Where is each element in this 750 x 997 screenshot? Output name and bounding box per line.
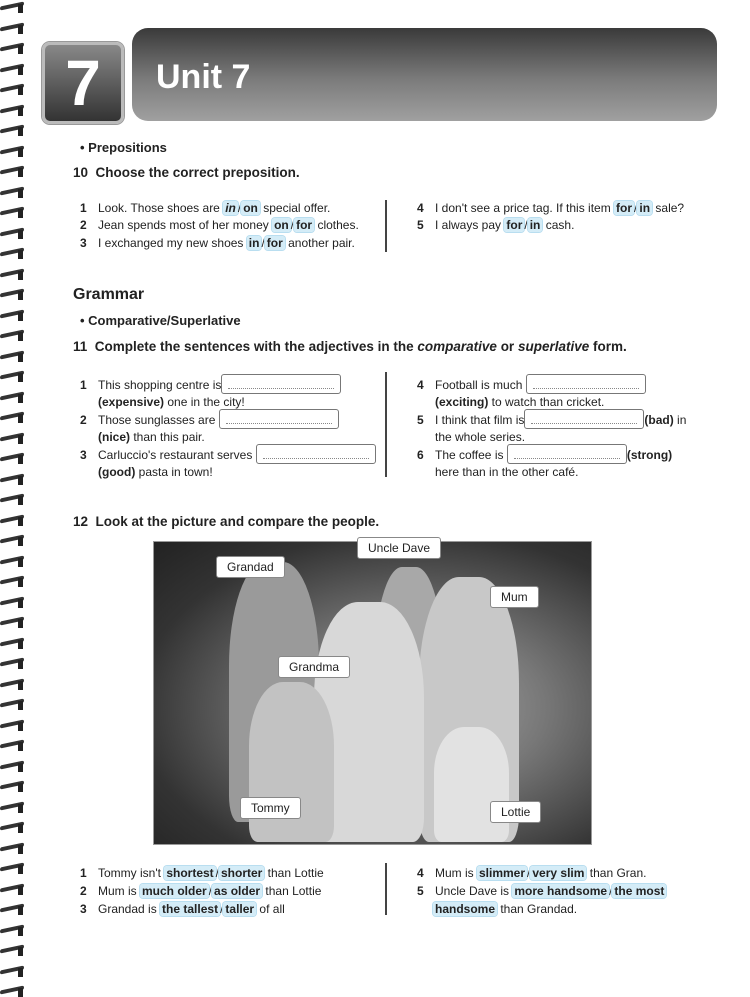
exercise-instruction: Look at the picture and compare the people. bbox=[95, 514, 380, 529]
binding-ring bbox=[0, 925, 26, 934]
grammar-heading: Grammar bbox=[73, 286, 145, 303]
binding-ring bbox=[0, 371, 26, 380]
person-lottie bbox=[434, 727, 509, 842]
unit-banner bbox=[132, 28, 717, 121]
answer-input[interactable] bbox=[221, 374, 341, 394]
adjective-prompt: (bad) bbox=[644, 413, 674, 427]
answer-option[interactable]: on bbox=[274, 218, 289, 232]
adjective-prompt: (exciting) bbox=[435, 395, 489, 409]
binding-ring bbox=[0, 105, 26, 114]
instruction-text: or bbox=[496, 339, 518, 354]
sentence-text: Mum is bbox=[98, 884, 140, 898]
photo-label-tommy: Tommy bbox=[240, 797, 301, 819]
binding-ring bbox=[0, 146, 26, 155]
item-number: 4 bbox=[417, 201, 424, 215]
binding-ring bbox=[0, 64, 26, 73]
answer-option[interactable]: the tallest bbox=[162, 902, 219, 916]
answer-input[interactable] bbox=[507, 444, 627, 464]
sentence-text: than Grandad. bbox=[497, 902, 578, 916]
adjective-prompt: (strong) bbox=[626, 448, 673, 462]
photo-label-grandad: Grandad bbox=[216, 556, 285, 578]
binding-ring bbox=[0, 638, 26, 647]
sentence-text: Football is much bbox=[435, 378, 526, 392]
answer-option[interactable]: shortest bbox=[166, 866, 214, 880]
exercise-10-item-2: 2 Jean spends most of her money on / for clothes. bbox=[80, 218, 359, 232]
sentence-text: cash. bbox=[542, 218, 575, 232]
binding-ring bbox=[0, 945, 26, 954]
answer-option[interactable]: much older bbox=[142, 884, 207, 898]
item-number: 2 bbox=[80, 413, 87, 427]
sentence-text: The coffee is bbox=[435, 448, 507, 462]
item-number: 1 bbox=[80, 201, 87, 215]
binding-ring bbox=[0, 781, 26, 790]
column-divider bbox=[385, 200, 387, 252]
item-number: 3 bbox=[80, 236, 87, 250]
sentence-text: Mum is bbox=[435, 866, 477, 880]
instruction-text: form. bbox=[589, 339, 627, 354]
exercise-12-item-5-line-2 bbox=[433, 902, 577, 916]
sentence-text: Tommy isn't bbox=[98, 866, 165, 880]
binding-ring bbox=[0, 576, 26, 585]
sentence-text: the whole series. bbox=[435, 430, 526, 444]
exercise-11-item-6 bbox=[417, 444, 672, 479]
sentence-text: I always pay bbox=[435, 218, 505, 232]
exercise-11-item-4 bbox=[417, 374, 646, 409]
sentence-text: one in the city! bbox=[164, 395, 245, 409]
exercise-10-item-4: 4 I don't see a price tag. If this item for / in sale? bbox=[417, 201, 685, 215]
item-number: 6 bbox=[417, 448, 424, 462]
answer-option[interactable]: handsome bbox=[435, 902, 496, 916]
answer-option[interactable]: in bbox=[248, 236, 260, 250]
binding-ring bbox=[0, 248, 26, 257]
sentence-text: than Gran. bbox=[586, 866, 647, 880]
answer-option[interactable]: taller bbox=[225, 902, 255, 916]
sentence-text: to watch than cricket. bbox=[488, 395, 605, 409]
binding-ring bbox=[0, 310, 26, 319]
item-number: 4 bbox=[417, 378, 424, 392]
binding-ring bbox=[0, 2, 26, 11]
binding-ring bbox=[0, 966, 26, 975]
exercise-12-item-2: 2 Mum is much older / as older than Lottie bbox=[80, 884, 322, 898]
exercise-10-heading bbox=[73, 165, 300, 180]
photo-label-mum: Mum bbox=[490, 586, 539, 608]
sentence-text: than this pair. bbox=[130, 430, 205, 444]
adjective-prompt: (good) bbox=[98, 465, 136, 479]
sentence-text: Jean spends most of her money bbox=[98, 218, 273, 232]
sentence-text: I don't see a price tag. If this item bbox=[435, 201, 615, 215]
binding-ring bbox=[0, 904, 26, 913]
sentence-text: Look. Those shoes are bbox=[98, 201, 224, 215]
answer-option[interactable]: shorter bbox=[221, 866, 263, 880]
exercise-11-heading bbox=[73, 339, 627, 354]
item-number: 1 bbox=[80, 378, 87, 392]
answer-input[interactable] bbox=[219, 409, 339, 429]
binding-ring bbox=[0, 535, 26, 544]
sentence-text: here than in the other café. bbox=[435, 465, 579, 479]
binding-ring bbox=[0, 433, 26, 442]
binding-ring bbox=[0, 228, 26, 237]
binding-ring bbox=[0, 392, 26, 401]
exercise-instruction: Choose the correct preposition. bbox=[95, 165, 300, 180]
binding-ring bbox=[0, 843, 26, 852]
binding-ring bbox=[0, 125, 26, 134]
column-divider bbox=[385, 372, 387, 477]
sentence-text: Uncle Dave is bbox=[435, 884, 513, 898]
instruction-text: comparative bbox=[417, 339, 497, 354]
item-number: 5 bbox=[417, 884, 424, 898]
answer-input[interactable] bbox=[524, 409, 644, 429]
exercise-12-heading bbox=[73, 514, 379, 529]
binding-ring bbox=[0, 269, 26, 278]
binding-ring bbox=[0, 84, 26, 93]
sentence-text: than Lottie bbox=[264, 866, 324, 880]
sentence-text: sale? bbox=[652, 201, 685, 215]
answer-option[interactable]: the most bbox=[614, 884, 665, 898]
sentence-line-2 bbox=[80, 465, 376, 479]
exercise-11-item-3 bbox=[80, 444, 376, 479]
exercise-10-item-5: 5 I always pay for / in cash. bbox=[417, 218, 575, 232]
answer-option[interactable]: in bbox=[639, 201, 651, 215]
topic-label: Prepositions bbox=[88, 140, 167, 155]
topic-comparative: • Comparative/Superlative bbox=[80, 313, 241, 328]
binding-ring bbox=[0, 679, 26, 688]
answer-option[interactable]: for bbox=[616, 201, 633, 215]
binding-ring bbox=[0, 822, 26, 831]
binding-ring bbox=[0, 412, 26, 421]
column-divider bbox=[385, 863, 387, 915]
sentence-text: clothes. bbox=[314, 218, 359, 232]
answer-option[interactable]: in bbox=[529, 218, 541, 232]
sentence-text: I exchanged my new shoes bbox=[98, 236, 247, 250]
binding-ring bbox=[0, 986, 26, 995]
answer-option[interactable]: very slim bbox=[532, 866, 585, 880]
exercise-11-item-5 bbox=[417, 409, 686, 444]
sentence-text: Grandad is bbox=[98, 902, 161, 916]
binding-ring bbox=[0, 658, 26, 667]
exercise-11-item-1 bbox=[80, 374, 341, 409]
sentence-text: in bbox=[673, 413, 687, 427]
sentence-line-2 bbox=[80, 430, 339, 444]
sentence-line-2 bbox=[80, 395, 341, 409]
sentence-text: of all bbox=[256, 902, 285, 916]
sentence-text: special offer. bbox=[259, 201, 331, 215]
binding-ring bbox=[0, 863, 26, 872]
exercise-number: 10 bbox=[73, 165, 89, 180]
sentence-text: Those sunglasses are bbox=[98, 413, 219, 427]
binding-ring bbox=[0, 761, 26, 770]
binding-ring bbox=[0, 187, 26, 196]
sentence-text: pasta in town! bbox=[135, 465, 213, 479]
photo-label-grandma: Grandma bbox=[278, 656, 350, 678]
photo-label-uncle-dave: Uncle Dave bbox=[357, 537, 441, 559]
binding-ring bbox=[0, 884, 26, 893]
answer-option[interactable]: on bbox=[243, 201, 258, 215]
unit-number-badge: 7 bbox=[42, 42, 124, 124]
answer-input[interactable] bbox=[256, 444, 376, 464]
binding-ring bbox=[0, 474, 26, 483]
binding-ring bbox=[0, 740, 26, 749]
answer-option[interactable]: slimmer bbox=[479, 866, 526, 880]
binding-ring bbox=[0, 556, 26, 565]
topic-label: Comparative/Superlative bbox=[88, 313, 241, 328]
binding-ring bbox=[0, 43, 26, 52]
exercise-10-item-1: 1 Look. Those shoes are in / on special offer. bbox=[80, 201, 331, 215]
binding-ring bbox=[0, 330, 26, 339]
topic-prepositions: • Prepositions bbox=[80, 140, 167, 155]
binding-ring bbox=[0, 166, 26, 175]
exercise-10-item-3: 3 I exchanged my new shoes in / for another pair. bbox=[80, 236, 355, 250]
answer-option[interactable]: more handsome bbox=[514, 884, 608, 898]
unit-title: Unit 7 bbox=[156, 58, 251, 96]
sentence-text: than Lottie bbox=[262, 884, 322, 898]
binding-ring bbox=[0, 617, 26, 626]
exercise-12-item-5: 5 Uncle Dave is more handsome / the most bbox=[417, 884, 665, 898]
answer-option[interactable]: for bbox=[296, 218, 313, 232]
answer-option[interactable]: for bbox=[266, 236, 283, 250]
binding-ring bbox=[0, 597, 26, 606]
item-number: 3 bbox=[80, 902, 87, 916]
binding-ring bbox=[0, 351, 26, 360]
sentence-line-2 bbox=[417, 395, 646, 409]
adjective-prompt: (nice) bbox=[98, 430, 131, 444]
answer-option[interactable]: as older bbox=[214, 884, 261, 898]
binding-ring bbox=[0, 720, 26, 729]
item-number: 1 bbox=[80, 866, 87, 880]
answer-option[interactable]: for bbox=[506, 218, 523, 232]
instruction-text: Complete the sentences with the adjectives in the bbox=[94, 339, 418, 354]
sentence-text: I think that film is bbox=[435, 413, 525, 427]
item-number: 4 bbox=[417, 866, 424, 880]
exercise-number: 11 bbox=[73, 339, 88, 354]
exercise-12-item-3: 3 Grandad is the tallest / taller of all bbox=[80, 902, 285, 916]
sentence-line-2 bbox=[417, 465, 672, 479]
photo-label-lottie: Lottie bbox=[490, 801, 541, 823]
item-number: 2 bbox=[80, 884, 87, 898]
exercise-12-item-1: 1 Tommy isn't shortest / shorter than Lottie bbox=[80, 866, 324, 880]
sentence-text: Carluccio's restaurant serves bbox=[98, 448, 256, 462]
binding-ring bbox=[0, 207, 26, 216]
sentence-text: another pair. bbox=[284, 236, 355, 250]
spiral-binding bbox=[0, 0, 30, 992]
instruction-text: superlative bbox=[517, 339, 590, 354]
item-number: 2 bbox=[80, 218, 87, 232]
sentence-text: This shopping centre is bbox=[98, 378, 222, 392]
item-number: 5 bbox=[417, 218, 424, 232]
answer-input[interactable] bbox=[526, 374, 646, 394]
item-number: 5 bbox=[417, 413, 424, 427]
binding-ring bbox=[0, 453, 26, 462]
sentence-line-2 bbox=[417, 430, 686, 444]
adjective-prompt: (expensive) bbox=[98, 395, 165, 409]
exercise-12-item-4: 4 Mum is slimmer / very slim than Gran. bbox=[417, 866, 647, 880]
binding-ring bbox=[0, 289, 26, 298]
exercise-number: 12 bbox=[73, 514, 89, 529]
answer-option[interactable]: in bbox=[225, 201, 236, 215]
binding-ring bbox=[0, 699, 26, 708]
binding-ring bbox=[0, 494, 26, 503]
exercise-11-item-2 bbox=[80, 409, 339, 444]
item-number: 3 bbox=[80, 448, 87, 462]
binding-ring bbox=[0, 802, 26, 811]
binding-ring bbox=[0, 23, 26, 32]
binding-ring bbox=[0, 515, 26, 524]
